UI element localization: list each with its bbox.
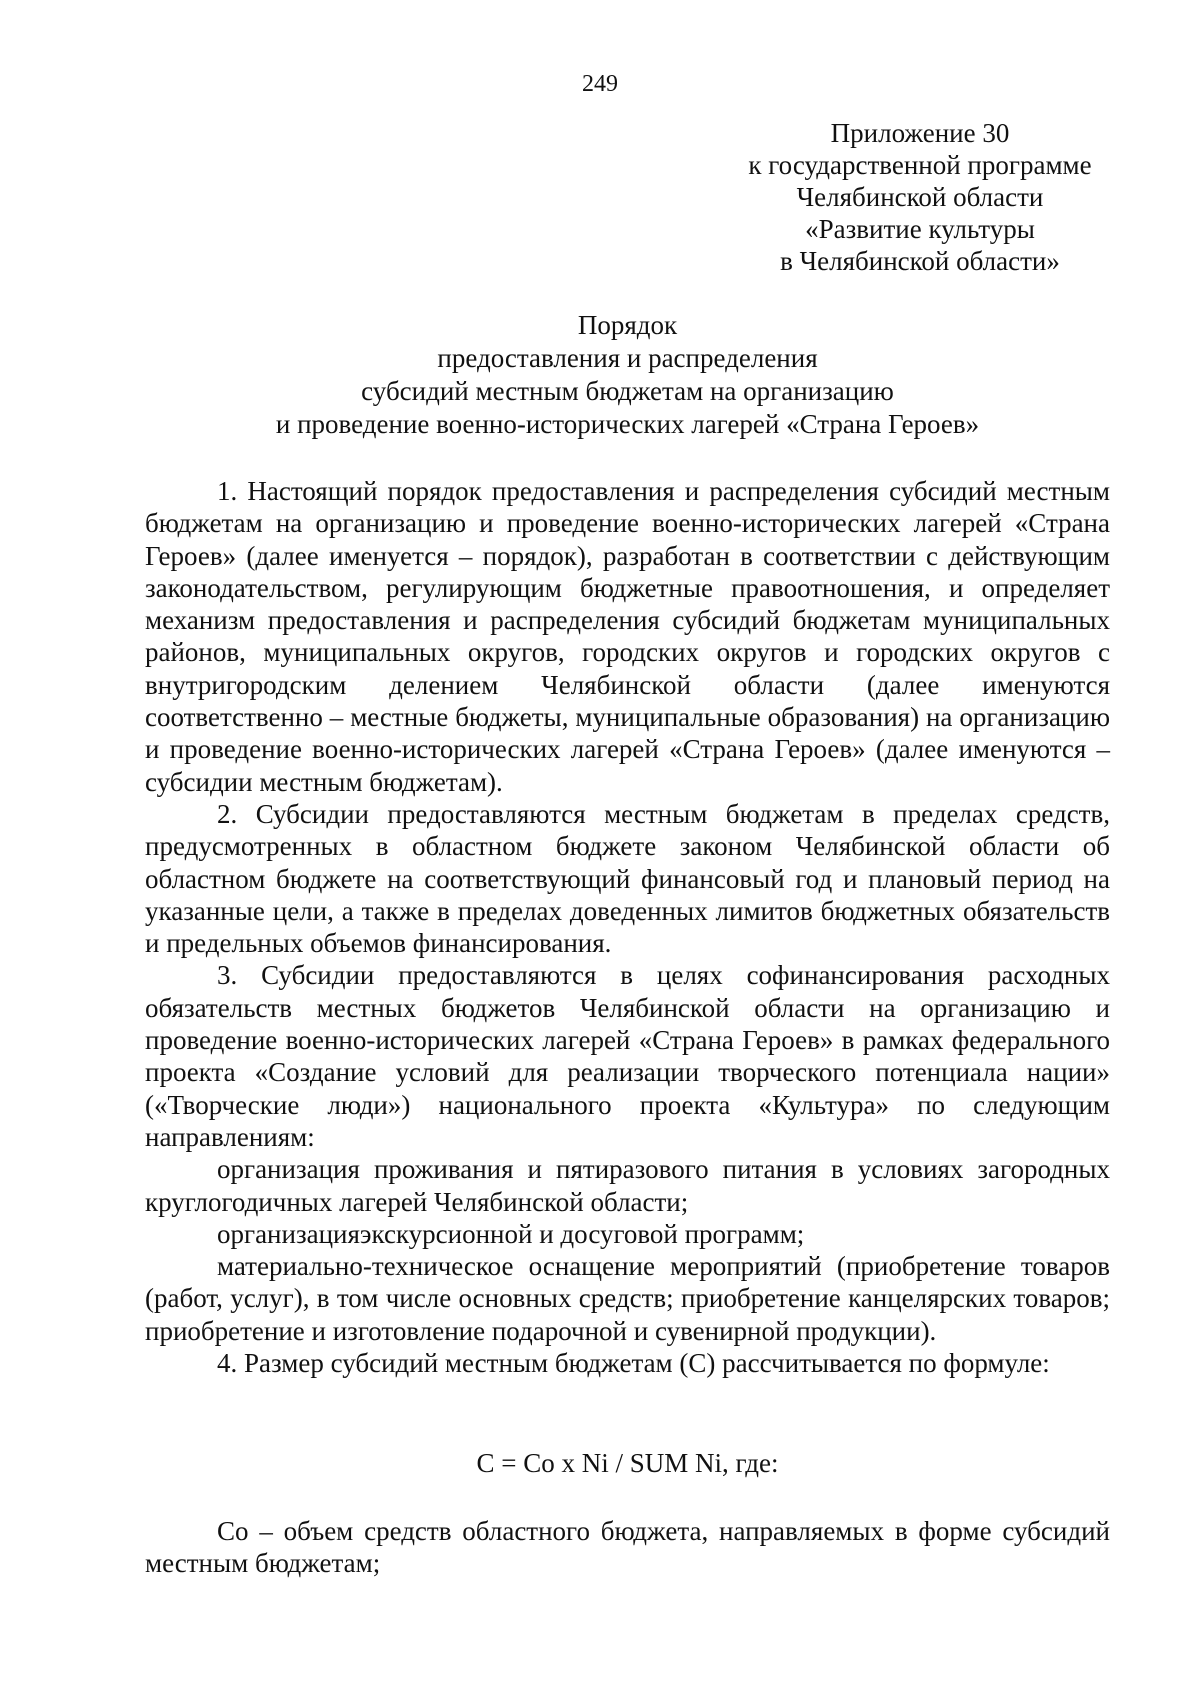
title-line: предоставления и распределения: [437, 343, 818, 373]
appendix-line: «Развитие культуры: [805, 214, 1035, 244]
appendix-line: к государственной программе: [748, 150, 1092, 180]
appendix-line: в Челябинской области»: [780, 246, 1060, 276]
paragraph-3-item: материально-техническое оснащение мероприятий (приобретение товаров (работ, услуг), в том числе основных средств; приобретение канцелярских товаров; приобретение и изготовление подарочной и сувенирной продукции).: [145, 1251, 1110, 1346]
document-title: [145, 309, 1110, 441]
paragraph-3: 3. Субсидии предоставляются в целях софинансирования расходных обязательств местных бюджетов Челябинской области на организацию и проведение военно-исторических лагерей «Страна Героев» в рамках федерального проекта «Создание условий для реализации творческого потенциала нации» («Творческие люди») национального проекта «Культура» по следующим направлениям:: [145, 960, 1110, 1152]
title-line: субсидий местным бюджетам на организацию: [361, 376, 894, 406]
paragraph-3-item: организацияэкскурсионной и досуговой программ;: [217, 1218, 805, 1249]
title-line: и проведение военно-исторических лагерей «Страна Героев»: [275, 409, 980, 439]
appendix-header: [700, 117, 1140, 277]
page-number: 249: [582, 71, 618, 97]
appendix-line: Челябинской области: [796, 182, 1044, 212]
paragraph-1: 1. Настоящий порядок предоставления и распределения субсидий местным бюджетам на организацию и проведение военно-исторических лагерей «Страна Героев» (далее именуется – порядок), разработан в соответствии с действующим законодательством, регулирующим бюджетные правоотношения, и определяет механизм предоставления и распределения субсидий бюджетам муниципальных районов, муниципальных округов, городских округов и городских округов с внутригородским делением Челябинской области (далее именуются соответственно – местные бюджеты, муниципальные образования) на организацию и проведение военно-исторических лагерей «Страна Героев» (далее именуются – субсидии местным бюджетам).: [145, 476, 1110, 797]
title-line: Порядок: [577, 310, 678, 340]
paragraph-3-item: организация проживания и пятиразового питания в условиях загородных круглогодичных лагерей Челябинской области;: [145, 1154, 1110, 1217]
formula: С = Со х Ni / SUM Ni, где:: [476, 1448, 779, 1478]
paragraph-2: 2. Субсидии предоставляются местным бюджетам в пределах средств, предусмотренных в областном бюджете законом Челябинской области об областном бюджете на соответствующий финансовый год и плановый период на указанные цели, а также в пределах доведенных лимитов бюджетных обязательств и предельных объемов финансирования.: [145, 798, 1110, 959]
formula-definition: [145, 1515, 1110, 1580]
definition-paragraph: Со – объем средств областного бюджета, направляемых в форме субсидий местным бюджетам;: [145, 1516, 1110, 1579]
document-body: [145, 475, 1110, 1379]
appendix-line: Приложение 30: [830, 118, 1010, 148]
paragraph-4: 4. Размер субсидий местным бюджетам (С) рассчитывается по формуле:: [217, 1348, 1050, 1379]
